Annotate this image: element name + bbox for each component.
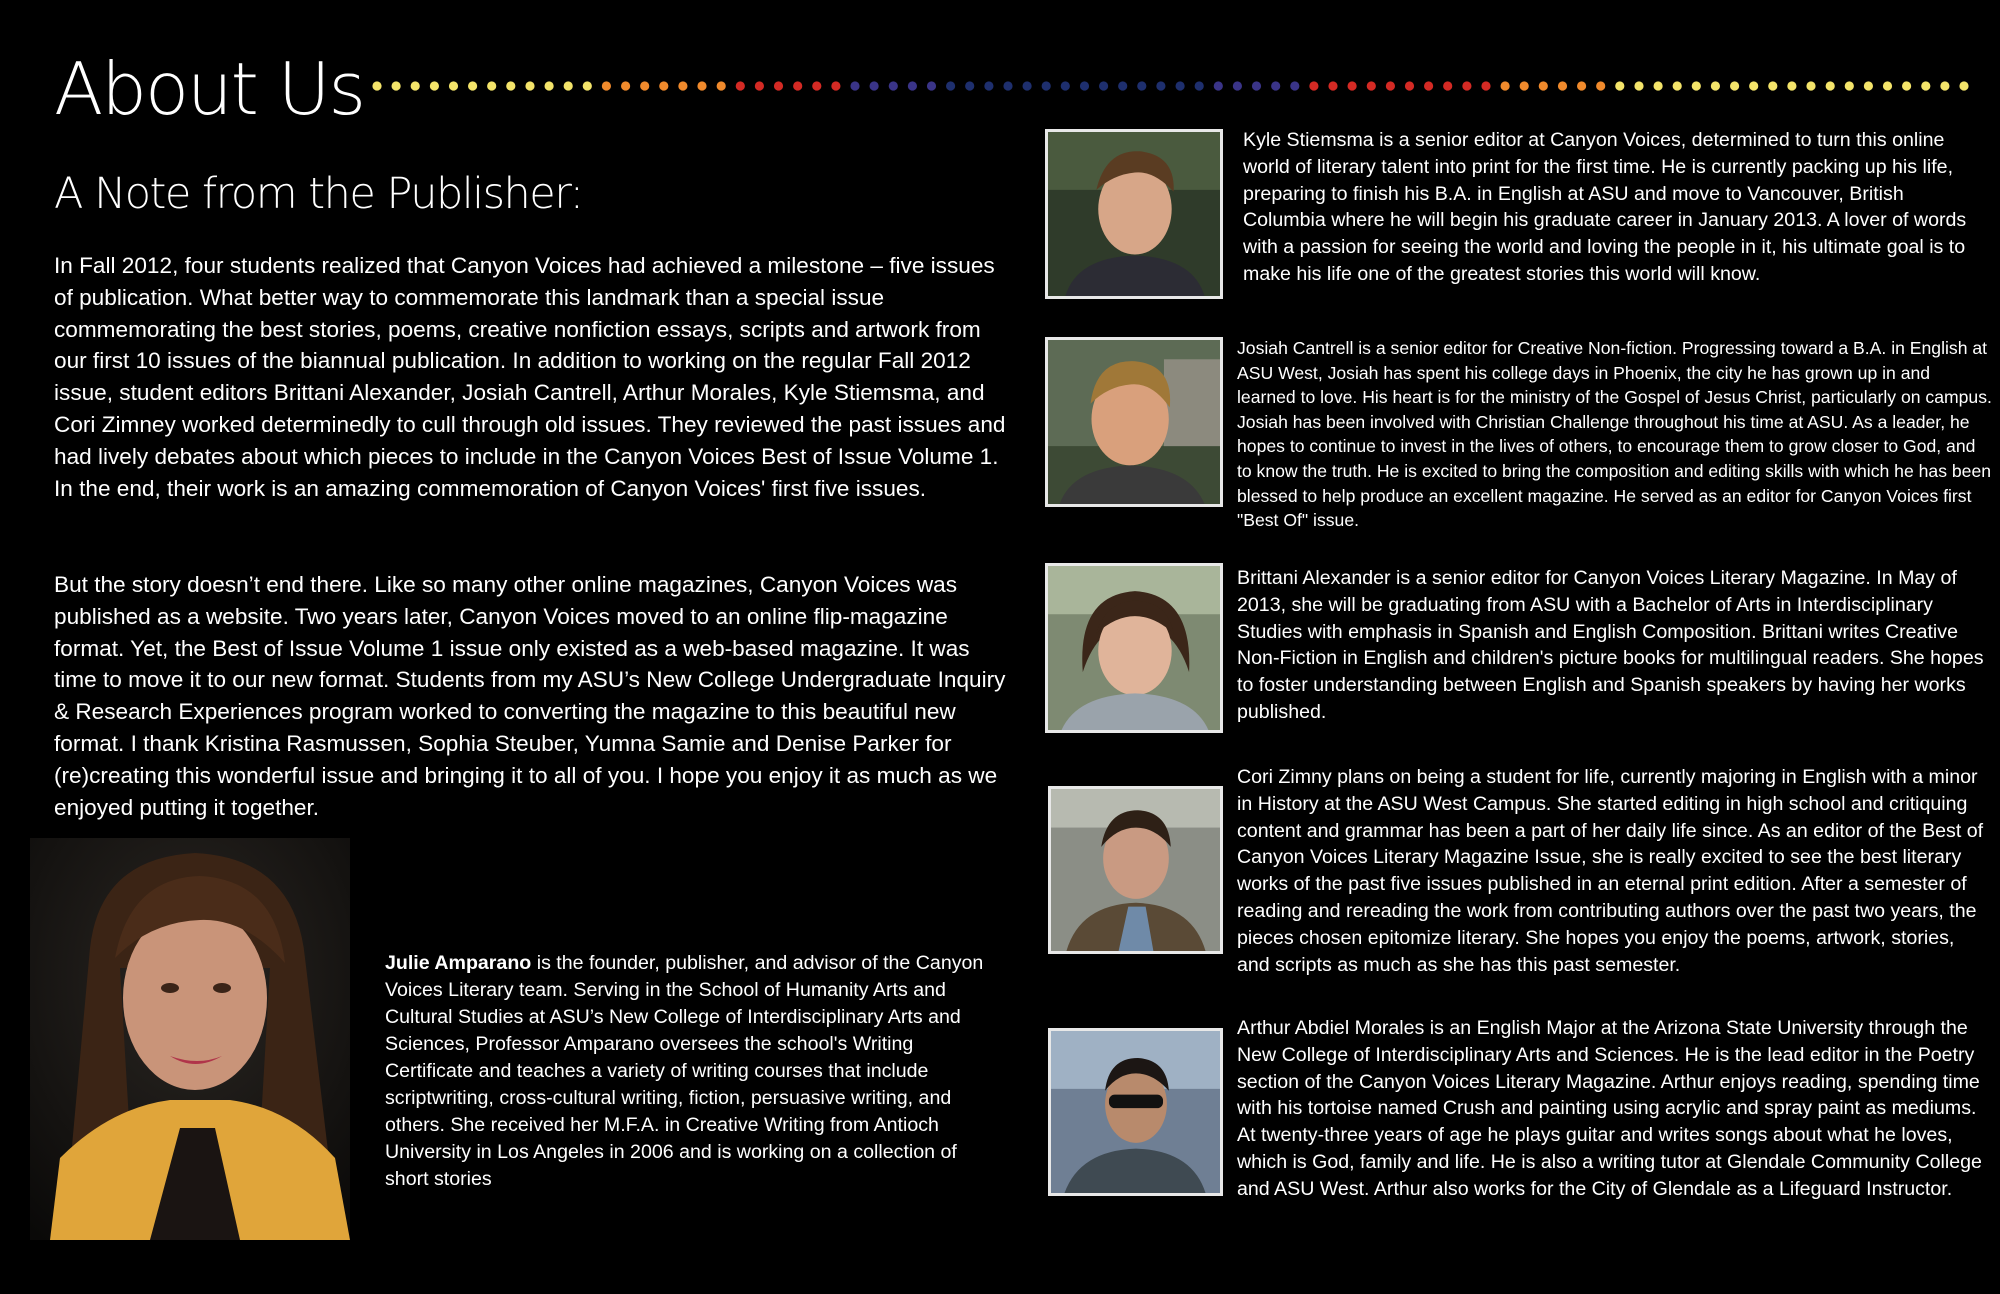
- editor-bio-kyle: Kyle Stiemsma is a senior editor at Canyon Voices, determined to turn this online world of literary talent into print for the first time. He is currently packing up his life, preparing to finish his B.A. in English at ASU and move to Vancouver, British Columbia where he will begin his graduate career in January 2013. A lover of words with a passion for seeing the world and loving the people in it, his ultimate goal is to make his life one of the greatest stories this world will know.: [1243, 129, 1967, 285]
- divider-dot: [487, 81, 496, 90]
- divider-dot: [755, 81, 764, 90]
- divider-dot: [1864, 81, 1873, 90]
- divider-dot: [525, 81, 534, 90]
- divider-dot: [850, 81, 859, 90]
- divider-dot: [1940, 81, 1949, 90]
- divider-dot: [1787, 81, 1796, 90]
- divider-dot: [1099, 81, 1108, 90]
- divider-dot: [717, 81, 726, 90]
- divider-dot: [697, 81, 706, 90]
- divider-dot: [1424, 81, 1433, 90]
- divider-dot: [392, 81, 401, 90]
- divider-dot: [1596, 81, 1605, 90]
- divider-dot: [1348, 81, 1357, 90]
- divider-dot: [984, 81, 993, 90]
- divider-dot: [1176, 81, 1185, 90]
- divider-dot: [1921, 81, 1930, 90]
- divider-dot: [1654, 81, 1663, 90]
- divider-dot: [736, 81, 745, 90]
- editor-bio-josiah: Josiah Cantrell is a senior editor for Creative Non-fiction. Progressing toward a B.A. in English at ASU West, Josiah has spent his college days in Phoenix, the city he has grown up in and learned to love. His heart is for the ministry of the Gospel of Jesus Christ, particularly on campus. Josiah has been involved with Christian Challenge throughout his time at ASU. As a leader, he hopes to continue to invest in the lives of others, to encourage them to grow closer to God, and to know the truth. He is excited to bring the composition and editing skills with which he has been blessed to help produce an excellent magazine. He served as an editor for Canyon Voices first "Best Of" issue.: [1237, 338, 1992, 531]
- editor-photo-josiah: [1045, 337, 1223, 507]
- divider-dot: [1328, 81, 1337, 90]
- divider-dot: [889, 81, 898, 90]
- divider-dot: [1462, 81, 1471, 90]
- divider-dot: [908, 81, 917, 90]
- divider-dot: [1367, 81, 1376, 90]
- divider-dot: [678, 81, 687, 90]
- divider-dot: [1673, 81, 1682, 90]
- divider-dot: [946, 81, 955, 90]
- divider-dot: [1845, 81, 1854, 90]
- publisher-photo: [30, 838, 350, 1240]
- decorative-dot-divider: [0, 0, 2000, 120]
- editor-bio-arthur: Arthur Abdiel Morales is an English Major at the Arizona State University through the New College of Interdisciplinary Arts and Sciences. He is the lead editor in the Poetry section of the Canyon Voices Literary Magazine. Arthur enjoys reading, spending time with his tortoise named Crush and painting using acrylic and spray paint as mediums. At twenty-three years of age he plays guitar and writes songs about what he loves, which is God, family and life. He is also a writing tutor at Glendale Community College and ASU West. Arthur also works for the City of Glendale as a Lifeguard Instructor.: [1237, 1017, 1982, 1200]
- divider-dot: [411, 81, 420, 90]
- editor-photo-cori: [1048, 786, 1223, 954]
- divider-dot: [1768, 81, 1777, 90]
- divider-dot: [506, 81, 515, 90]
- divider-dot: [1137, 81, 1146, 90]
- divider-dot: [640, 81, 649, 90]
- divider-dot: [1539, 81, 1548, 90]
- publisher-bio: [385, 950, 1005, 1193]
- divider-dot: [1309, 81, 1318, 90]
- divider-dot: [1826, 81, 1835, 90]
- editor-photo-arthur: [1048, 1028, 1223, 1196]
- divider-dot: [1443, 81, 1452, 90]
- editor-photo-kyle: [1045, 129, 1223, 299]
- divider-dot: [1386, 81, 1395, 90]
- divider-dot: [831, 81, 840, 90]
- editor-bio-brittani: Brittani Alexander is a senior editor for Canyon Voices Literary Magazine. In May of 2013, she will be graduating from ASU with a Bachelor of Arts in Interdisciplinary Studies with emphasis in Spanish and English Composition. Brittani writes Creative Non-Fiction in English and children's picture books for multilingual readers. She hopes to foster understanding between English and Spanish speakers by having her works published.: [1237, 567, 1984, 723]
- divider-dot: [1749, 81, 1758, 90]
- divider-dot: [1042, 81, 1051, 90]
- divider-dot: [468, 81, 477, 90]
- note-paragraph-2: But the story doesn’t end there. Like so many other online magazines, Canyon Voices was published as a website. Two years later, Canyon Voices moved to an online flip-magazine format. Yet, the Best of Issue Volume 1 issue only existed as a web-based magazine. It was time to move it to our new format. Students from my ASU’s New College Undergraduate Inquiry & Research Experiences program worked to converting the magazine to this beautiful new format. I thank Kristina Rasmussen, Sophia Steuber, Yumna Samie and Denise Parker for (re)creating this wonderful issue and bringing it to all of you. I hope you enjoy it as much as we enjoyed putting it together.: [54, 572, 1006, 820]
- divider-dot: [430, 81, 439, 90]
- publisher-note-heading: A Note from the Publisher:: [54, 169, 583, 219]
- divider-dot: [1558, 81, 1567, 90]
- divider-dot: [659, 81, 668, 90]
- divider-dot: [965, 81, 974, 90]
- divider-dot: [545, 81, 554, 90]
- divider-dot: [1118, 81, 1127, 90]
- divider-dot: [1501, 81, 1510, 90]
- divider-dot: [1233, 81, 1242, 90]
- divider-dot: [564, 81, 573, 90]
- divider-dot: [1634, 81, 1643, 90]
- divider-dot: [1577, 81, 1586, 90]
- divider-dot: [1195, 81, 1204, 90]
- divider-dot: [1711, 81, 1720, 90]
- divider-dot: [583, 81, 592, 90]
- divider-dot: [812, 81, 821, 90]
- note-paragraph-1: In Fall 2012, four students realized that Canyon Voices had achieved a milestone – five issues of publication. What better way to commemorate this landmark than a special issue commemorating the best stories, poems, creative nonfiction essays, scripts and artwork from our first 10 issues of the biannual publication. In addition to working on the regular Fall 2012 issue, student editors Brittani Alexander, Josiah Cantrell, Arthur Morales, Kyle Stiemsma, and Cori Zimney worked determinedly to cull through old issues. They reviewed the past issues and had lively debates about which pieces to include in the Canyon Voices Best of Issue Volume 1. In the end, their work is an amazing commemoration of Canyon Voices' first five issues.: [54, 253, 1006, 501]
- divider-dot: [1214, 81, 1223, 90]
- divider-dot: [1061, 81, 1070, 90]
- publisher-bio-text: is the founder, publisher, and advisor of the Canyon Voices Literary team. Serving in the School of Humanity Arts and Cultural Studies at ASU’s New College of Interdisciplinary Arts and Sciences, Professor Amparano oversees the school's Writing Certificate and teaches a variety of writing courses that include scriptwriting, cross-cultural writing, fiction, persuasive writing, and others. She received her M.F.A. in Creative Writing from Antioch University in Los Angeles in 2006 and is working on a collection of short stories: [385, 952, 984, 1190]
- divider-dot: [793, 81, 802, 90]
- divider-dot: [1883, 81, 1892, 90]
- divider-dot: [1290, 81, 1299, 90]
- divider-dot: [1252, 81, 1261, 90]
- divider-dot: [1080, 81, 1089, 90]
- divider-dot: [774, 81, 783, 90]
- divider-dot: [1615, 81, 1624, 90]
- divider-dot: [449, 81, 458, 90]
- divider-dot: [1902, 81, 1911, 90]
- publisher-name: Julie Amparano: [385, 952, 532, 974]
- divider-dot: [621, 81, 630, 90]
- page-title: About Us: [54, 47, 364, 131]
- divider-dot: [1271, 81, 1280, 90]
- divider-dot: [1003, 81, 1012, 90]
- divider-dot: [1156, 81, 1165, 90]
- editor-bio-cori: Cori Zimny plans on being a student for life, currently majoring in English with a minor in History at the ASU West Campus. She started editing in high school and critiquing content and grammar has been a part of her daily life since. As an editor of the Best of Canyon Voices Literary Magazine Issue, she is really excited to see the best literary works of the past five issues published in an eternal print edition. After a semester of reading and rereading the work from contributing authors over the past two years, the pieces chosen epitomize literary. She hopes you enjoy the poems, artwork, stories, and scripts as much as she has this past semester.: [1237, 766, 1984, 976]
- divider-dot: [1692, 81, 1701, 90]
- divider-dot: [927, 81, 936, 90]
- divider-dot: [870, 81, 879, 90]
- divider-dot: [1520, 81, 1529, 90]
- divider-dot: [1481, 81, 1490, 90]
- editor-photo-brittani: [1045, 563, 1223, 733]
- divider-dot: [1730, 81, 1739, 90]
- divider-dot: [1806, 81, 1815, 90]
- divider-dot: [372, 81, 381, 90]
- divider-dot: [602, 81, 611, 90]
- divider-dot: [1023, 81, 1032, 90]
- divider-dot: [1959, 81, 1968, 90]
- divider-dot: [1405, 81, 1414, 90]
